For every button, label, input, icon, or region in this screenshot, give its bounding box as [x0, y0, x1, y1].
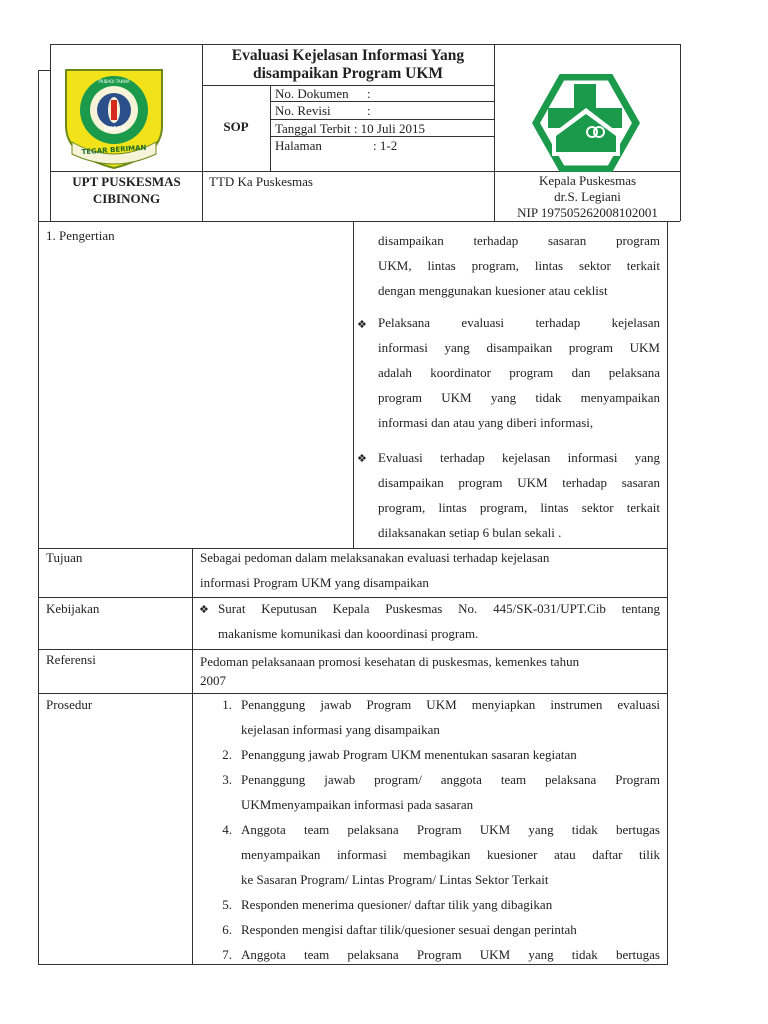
puskesmas-logo	[532, 74, 640, 172]
item-number: 2.	[222, 747, 232, 762]
referensi-text	[200, 652, 660, 690]
text-line: UKMmenyampaikan informasi pada sasaran	[241, 797, 474, 812]
signer-nip: NIP 197505262008102001	[517, 205, 658, 220]
list-item	[200, 917, 660, 942]
text-line: program UKM yang tidak menyampaikan	[378, 390, 660, 405]
text-line: Evaluasi terhadap kejelasan informasi yang	[378, 450, 660, 465]
list-item	[200, 817, 660, 892]
text-line: dilaksanakan setiap 6 bulan sekali .	[378, 525, 562, 540]
title-line-1: Evaluasi Kejelasan Informasi Yang	[231, 47, 465, 64]
text-line: informasi Program UKM yang disampaikan	[200, 575, 429, 590]
meta-label: No. Dokumen	[275, 86, 349, 101]
org-line-1: UPT PUSKESMAS	[72, 174, 181, 189]
signer-block	[495, 173, 680, 221]
text-line: kejelasan informasi yang disampaikan	[241, 722, 440, 737]
sop-label: SOP	[223, 119, 249, 134]
district-logo	[62, 66, 166, 170]
item-number: 7.	[222, 947, 232, 962]
text-line: disampaikan program UKM terhadap sasaran	[378, 475, 660, 490]
list-item	[200, 742, 660, 767]
tujuan-label: Tujuan	[46, 550, 83, 565]
item-number: 1.	[222, 697, 232, 712]
meta-halaman	[275, 137, 490, 154]
kebijakan-label: Kebijakan	[46, 601, 100, 616]
meta-value: :	[367, 103, 371, 118]
meta-value: :	[367, 86, 371, 101]
text-line: UKM, lintas program, lintas sektor terkait	[378, 258, 660, 273]
text-line: informasi dan atau yang diberi informasi,	[378, 415, 594, 430]
text-line: Responden menerima quesioner/ daftar tilik yang dibagikan	[241, 897, 553, 912]
logo-ring-text: PRIBADI TAKWA	[98, 79, 130, 84]
meta-value: : 1-2	[373, 138, 398, 153]
list-item	[200, 892, 660, 917]
item-number: 6.	[222, 922, 232, 937]
text-line: Anggota team pelaksana Program UKM yang tidak bertugas	[241, 822, 660, 837]
text-line: ke Sasaran Program/ Lintas Program/ Lintas Sektor Terkait	[241, 872, 549, 887]
text-line: 2007	[200, 673, 226, 688]
text-line: Penanggung jawab Program UKM menyiapkan instrumen evaluasi	[241, 697, 660, 712]
tujuan-text	[200, 545, 660, 595]
list-item	[200, 767, 660, 817]
item-number: 5.	[222, 897, 232, 912]
text-line: menyampaikan informasi membagikan kuesioner atau daftar tilik	[241, 847, 660, 862]
item-number: 3.	[222, 772, 232, 787]
referensi-label: Referensi	[46, 652, 96, 667]
kebijakan-text	[218, 596, 660, 646]
item-number: 4.	[222, 822, 232, 837]
meta-label: Tanggal Terbit	[275, 121, 351, 136]
title-line-2: disampaikan Program UKM	[252, 65, 444, 82]
meta-tanggal-terbit	[275, 120, 490, 137]
meta-label: Halaman	[275, 138, 322, 153]
pengertian-label: 1. Pengertian	[46, 228, 115, 243]
text-line: Anggota team pelaksana Program UKM yang tidak bertugas	[241, 947, 660, 962]
organization-name	[51, 173, 202, 207]
org-line-2: CIBINONG	[92, 191, 161, 206]
pengertian-bullet-2	[378, 445, 660, 545]
meta-no-revisi	[275, 102, 490, 119]
text-line: Responden mengisi daftar tilik/quesioner sesuai dengan perintah	[241, 922, 577, 937]
meta-no-dokumen	[275, 85, 490, 102]
text-line: program, lintas program, lintas sektor terkait	[378, 500, 660, 515]
text-line: Penanggung jawab Program UKM menentukan sasaran kegiatan	[241, 747, 577, 762]
text-line: Pelaksana evaluasi terhadap kejelasan	[378, 315, 660, 330]
ttd-label: TTD Ka Puskesmas	[209, 174, 313, 189]
text-line: makanisme komunikasi dan kooordinasi program.	[218, 626, 479, 641]
bullet-diamond-icon: ❖	[199, 604, 209, 616]
list-item	[200, 942, 660, 967]
list-item	[200, 692, 660, 742]
text-line: informasi yang disampaikan program UKM	[378, 340, 660, 355]
meta-value: : 10 Juli 2015	[353, 121, 425, 136]
text-line: disampaikan terhadap sasaran program	[378, 233, 660, 248]
logo-center-text: SAJAGA	[103, 126, 125, 132]
pengertian-continued	[378, 228, 660, 303]
pengertian-bullet-1	[378, 310, 660, 435]
signer-title: Kepala Puskesmas	[538, 173, 637, 188]
bullet-diamond-icon: ❖	[357, 453, 367, 465]
document-title	[203, 47, 493, 83]
text-line: dengan menggunakan kuesioner atau ceklist	[378, 283, 608, 298]
text-line: Surat Keputusan Kepala Puskesmas No. 445/SK-031/UPT.Cib tentang	[218, 601, 660, 616]
text-line: Sebagai pedoman dalam melaksanakan evaluasi terhadap kejelasan	[200, 550, 550, 565]
prosedur-label: Prosedur	[46, 697, 93, 712]
text-line: adalah koordinator program dan pelaksana	[378, 365, 660, 380]
prosedur-list	[200, 692, 660, 967]
text-line: Pedoman pelaksanaan promosi kesehatan di puskesmas, kemenkes tahun	[200, 654, 580, 669]
meta-label: No. Revisi	[275, 103, 331, 118]
bullet-diamond-icon: ❖	[357, 319, 367, 331]
text-line: Penanggung jawab program/ anggota team pelaksana Program	[241, 772, 660, 787]
logo-ribbon-text: TEGAR BERIMAN	[81, 143, 147, 157]
signer-name: dr.S. Legiani	[554, 189, 621, 204]
